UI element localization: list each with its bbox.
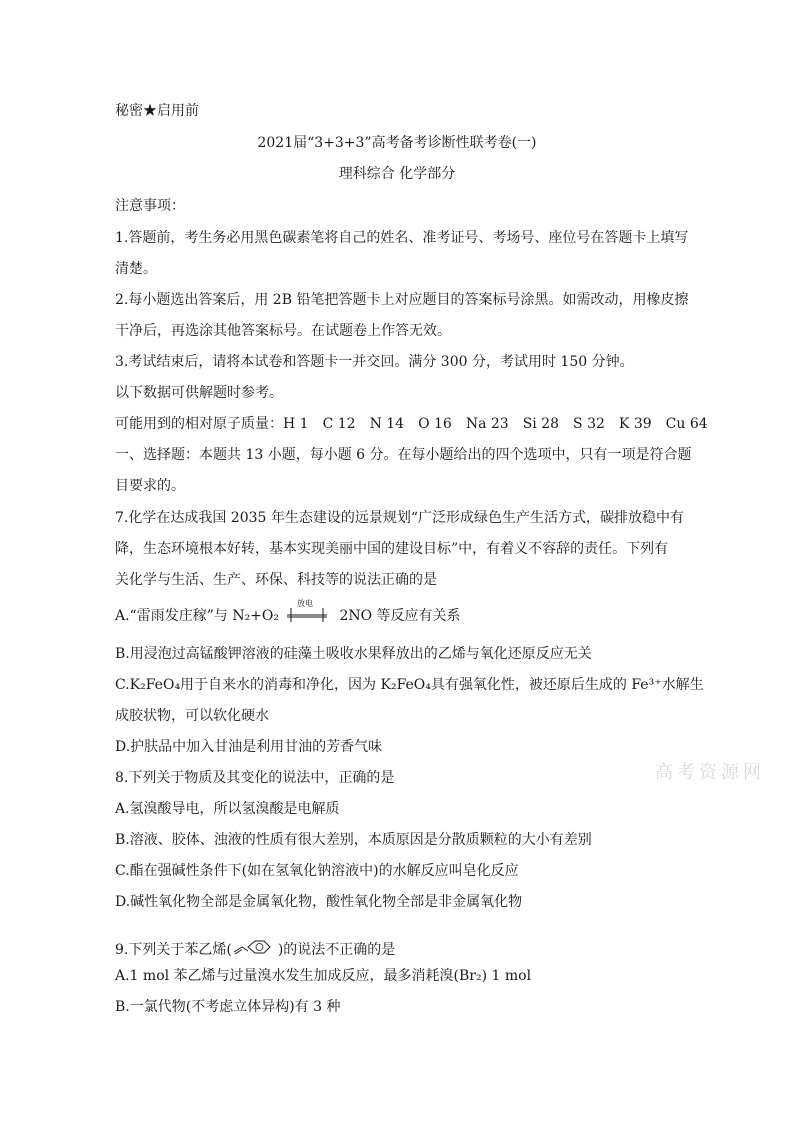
- q7-option-a: [115, 599, 461, 626]
- atom-mass: Si 28: [522, 416, 560, 432]
- note-3: 3.考试结束后，请将本试卷和答题卡一并交回。满分 300 分，考试用时 150 分钟。: [115, 354, 634, 370]
- q8-option-d: D.碱性氧化物全部是金属氧化物，酸性氧化物全部是非金属氧化物: [115, 894, 523, 910]
- exam-title: 2021届“3+3+3”高考备考诊断性联考卷(一): [257, 135, 537, 151]
- atom-mass: Cu 64: [665, 416, 708, 432]
- q9-stem-end: )的说法不正确的是: [277, 942, 396, 958]
- atom-mass: K 39: [618, 416, 652, 432]
- q7-option-b: B.用浸泡过高锰酸钾溶液的硅藻土吸收水果释放出的乙烯与氧化还原反应无关: [115, 646, 592, 662]
- atom-mass: Na 23: [465, 416, 509, 432]
- reference-note: 以下数据可供解题时参考。: [115, 385, 283, 401]
- q7-stem-line-2: 降，生态环境根本好转，基本实现美丽中国的建设目标”中，有着义不容辞的责任。下列有: [115, 541, 669, 557]
- q7-option-a-rest: 2NO 等反应有关系: [335, 608, 461, 624]
- styrene-structure-icon: [232, 934, 278, 966]
- exam-subtitle: 理科综合 化学部分: [338, 166, 456, 182]
- section-instructions-line-1: 一、选择题：本题共 13 小题，每小题 6 分。在每小题给出的四个选项中，只有一项是符合题: [115, 447, 692, 463]
- atom-mass: O 16: [418, 416, 452, 432]
- q9-option-b: B.一氯代物(不考虑立体异构)有 3 种: [115, 999, 341, 1015]
- secret-label: 秘密★启用前: [115, 103, 199, 119]
- atomic-masses-label: 可能用到的相对原子质量：: [115, 416, 283, 432]
- q7-stem-line-3: 关化学与生活、生产、环保、科技等的说法正确的是: [115, 572, 437, 588]
- atom-mass: C 12: [322, 416, 356, 432]
- note-1-line-1: 1.答题前，考生务必用黑色碳素笔将自己的姓名、准考证号、考场号、座位号在答题卡上填写: [115, 230, 689, 246]
- q9-option-a: A.1 mol 苯乙烯与过量溴水发生加成反应，最多消耗溴(Br₂) 1 mol: [115, 968, 532, 984]
- q8-option-b: B.溶液、胶体、浊液的性质有很大差别，本质原因是分散质颗粒的大小有差别: [115, 832, 592, 848]
- atom-mass: S 32: [573, 416, 605, 432]
- reaction-condition: 放电: [297, 599, 314, 608]
- notes-heading: 注意事项：: [115, 198, 185, 214]
- atom-mass: N 14: [369, 416, 405, 432]
- q7-option-c-line-2: 成胶状物，可以软化硬水: [115, 708, 269, 724]
- q8-option-c: C.酯在强碱性条件下(如在氢氧化钠溶液中)的水解反应叫皂化反应: [115, 863, 519, 879]
- q7-option-d: D.护肤品中加入甘油是利用甘油的芳香气味: [115, 739, 383, 755]
- q7-option-a-text: A.“雷雨发庄稼”与 N₂+O₂: [115, 608, 280, 624]
- reaction-arrow-icon: [283, 599, 331, 624]
- q9-stem: [115, 934, 395, 966]
- watermark: 高考资源网: [655, 762, 765, 783]
- q8-stem: 8.下列关于物质及其变化的说法中，正确的是: [115, 770, 395, 786]
- q9-stem-start: 9.下列关于苯乙烯(: [115, 942, 232, 958]
- atomic-masses: [115, 414, 722, 434]
- atom-mass: H 1: [283, 416, 309, 432]
- q8-option-a: A.氢溴酸导电，所以氢溴酸是电解质: [115, 801, 340, 817]
- section-instructions-line-2: 目要求的。: [115, 478, 185, 494]
- note-1-line-2: 清楚。: [115, 261, 157, 277]
- q7-option-c-line-1: C.K₂FeO₄用于自来水的消毒和净化，因为 K₂FeO₄具有强氧化性，被还原后生成的 Fe³⁺水解生: [115, 677, 704, 693]
- note-2-line-1: 2.每小题选出答案后，用 2B 铅笔把答题卡上对应题目的答案标号涂黑。如需改动，用橡皮擦: [115, 292, 689, 308]
- q7-stem-line-1: 7.化学在达成我国 2035 年生态建设的远景规划“广泛形成绿色生产生活方式，碳排放稳中有: [115, 510, 685, 526]
- note-2-line-2: 干净后，再选涂其他答案标号。在试题卷上作答无效。: [115, 323, 451, 339]
